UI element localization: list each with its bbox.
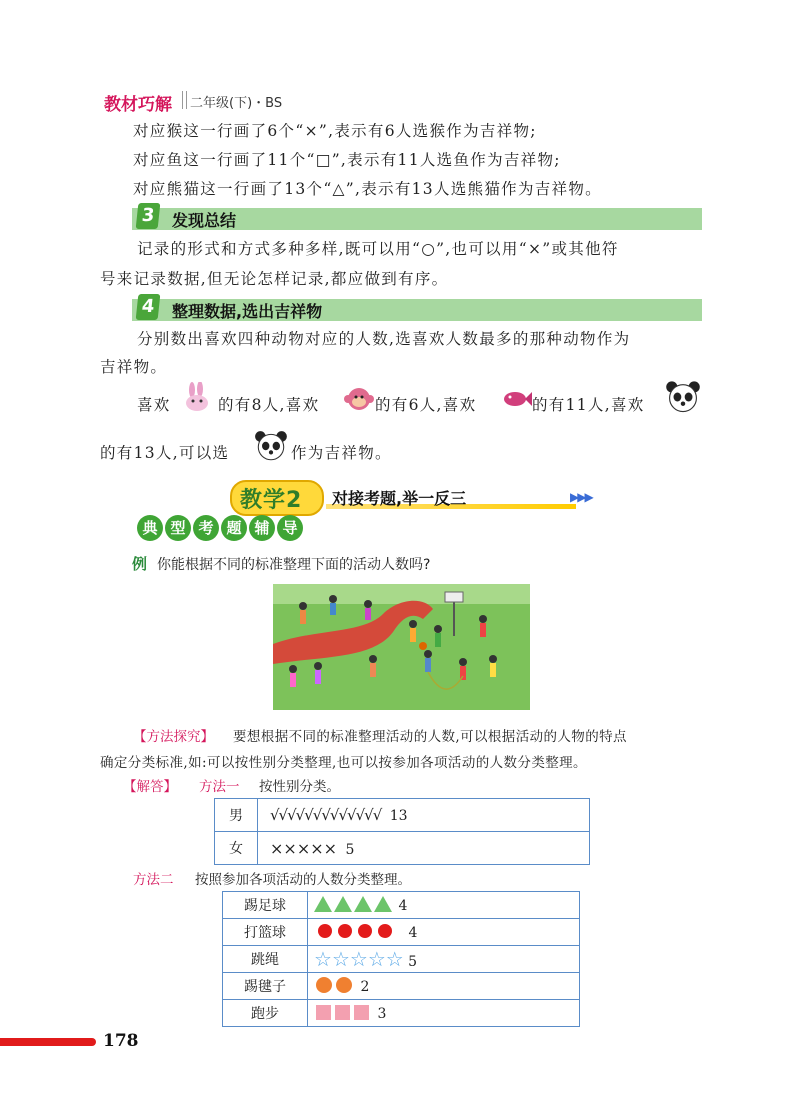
star-icon: ☆: [385, 947, 404, 971]
footer-bar: [0, 1038, 96, 1046]
gender-label-female: 女: [215, 832, 258, 865]
triangle-icon: [354, 896, 372, 912]
gender-table: [214, 798, 590, 865]
red-dot-icon: [318, 924, 332, 938]
table-row: [223, 946, 580, 973]
table-row: [223, 1000, 580, 1027]
female-count: 5: [345, 841, 355, 858]
method2-text: 按照参加各项活动的人数分类整理。: [195, 872, 411, 888]
header-divider: [182, 91, 187, 109]
red-dot-icon: [378, 924, 392, 938]
method-explore-text-line1: 要想根据不同的标准整理活动的人数,可以根据活动的人物的特点: [233, 729, 627, 745]
section3-text-line2: 号来记录数据,但无论怎样记录,都应做到有序。: [100, 270, 449, 288]
as-mascot-text: 作为吉祥物。: [291, 444, 392, 462]
star-icon: ☆: [331, 947, 350, 971]
typical-badge: [137, 515, 305, 541]
activity-count: 5: [408, 954, 418, 970]
example-question: 你能根据不同的标准整理下面的活动人数吗?: [157, 557, 431, 573]
triangle-icon: [334, 896, 352, 912]
page-number: 178: [103, 1031, 139, 1051]
activity-count: 4: [398, 898, 408, 914]
teaching2-header: [230, 480, 600, 514]
panda-count-text: 的有13人,可以选: [100, 444, 230, 462]
book-subtitle: 二年级(下)・BS: [190, 96, 283, 111]
activity-symbols-cell: [308, 946, 580, 973]
panda-icon: [664, 380, 702, 414]
method1-label: 方法一: [199, 779, 240, 795]
male-check-marks: √√√√√√√√√√√√√: [270, 806, 382, 824]
activity-symbols-cell: [308, 1000, 580, 1027]
rabbit-icon: [180, 382, 214, 412]
gender-marks-cell: [258, 799, 590, 832]
table-row: [223, 973, 580, 1000]
gender-label-male: 男: [215, 799, 258, 832]
method-explore-text-line2: 确定分类标准,如:可以按性别分类整理,也可以按参加各项活动的人数分类整理。: [100, 755, 587, 771]
intro-line-panda: 对应熊猫这一行画了13个“△”,表示有13人选熊猫作为吉祥物。: [133, 180, 602, 198]
typical-char: 题: [221, 515, 247, 541]
orange-dot-icon: [316, 977, 332, 993]
fish-icon: [499, 384, 533, 414]
typical-char: 导: [277, 515, 303, 541]
book-title: 教材巧解: [104, 95, 172, 115]
male-count: 13: [389, 808, 408, 824]
activity-illustration: [273, 584, 530, 710]
pink-square-icon: [316, 1005, 331, 1020]
activity-table: [222, 891, 580, 1027]
activity-count: 4: [408, 924, 418, 941]
triangle-icon: [314, 896, 332, 912]
fish-count-text: 的有11人,喜欢: [532, 396, 645, 414]
intro-line-fish: 对应鱼这一行画了11个“□”,表示有11人选鱼作为吉祥物;: [133, 151, 561, 169]
rabbit-count-text: 的有8人,喜欢: [218, 396, 320, 414]
method1-text: 按性别分类。: [259, 779, 340, 795]
pink-square-icon: [335, 1005, 350, 1020]
table-row: [215, 799, 590, 832]
triangle-icon: [374, 896, 392, 912]
arrow-icon: ▶▶▶: [570, 490, 592, 504]
table-row: [223, 892, 580, 919]
activity-label: 跳绳: [223, 946, 308, 973]
activity-label: 打篮球: [223, 919, 308, 946]
monkey-icon: [342, 384, 376, 414]
activity-count: 2: [360, 979, 370, 995]
typical-char: 典: [137, 515, 163, 541]
star-icon: ☆: [349, 947, 368, 971]
activity-count: 3: [377, 1005, 387, 1022]
section4-text-line1: 分别数出喜欢四种动物对应的人数,选喜欢人数最多的那种动物作为: [137, 330, 631, 348]
intro-line-monkey: 对应猴这一行画了6个“×”,表示有6人选猴作为吉祥物;: [133, 122, 537, 140]
female-cross-marks: ×××××: [270, 838, 338, 858]
activity-symbols-cell: [308, 919, 580, 946]
like-prefix-1: 喜欢: [137, 396, 171, 414]
star-icon: ☆: [367, 947, 386, 971]
activity-symbols-cell: [308, 892, 580, 919]
section3-number: 3: [136, 203, 161, 229]
orange-dot-icon: [336, 977, 352, 993]
monkey-count-text: 的有6人,喜欢: [375, 396, 477, 414]
activity-label: 踢足球: [223, 892, 308, 919]
typical-char: 考: [193, 515, 219, 541]
section3-title: 发现总结: [172, 211, 237, 230]
method-explore-label: 【方法探究】: [133, 729, 214, 745]
method2-label: 方法二: [133, 872, 174, 888]
teaching2-label: 教学2: [240, 488, 303, 513]
activity-symbols-cell: [308, 973, 580, 1000]
activity-label: 跑步: [223, 1000, 308, 1027]
gender-marks-cell: [258, 832, 590, 865]
example-label: 例: [132, 555, 148, 573]
section3-text-line1: 记录的形式和方式多种多样,既可以用“○”,也可以用“×”或其他符: [137, 240, 619, 258]
section4-text-line2: 吉祥物。: [100, 358, 168, 376]
table-row: [215, 832, 590, 865]
star-icon: ☆: [314, 947, 332, 971]
table-row: [223, 919, 580, 946]
pink-square-icon: [354, 1005, 369, 1020]
teaching2-title: 对接考题,举一反三: [332, 489, 467, 508]
typical-char: 辅: [249, 515, 275, 541]
section4-title: 整理数据,选出吉祥物: [172, 302, 323, 321]
activity-label: 踢毽子: [223, 973, 308, 1000]
red-dot-icon: [338, 924, 352, 938]
panda-icon: [253, 430, 289, 462]
section4-number: 4: [136, 294, 161, 320]
answer-label: 【解答】: [123, 779, 177, 795]
red-dot-icon: [358, 924, 372, 938]
typical-char: 型: [165, 515, 191, 541]
